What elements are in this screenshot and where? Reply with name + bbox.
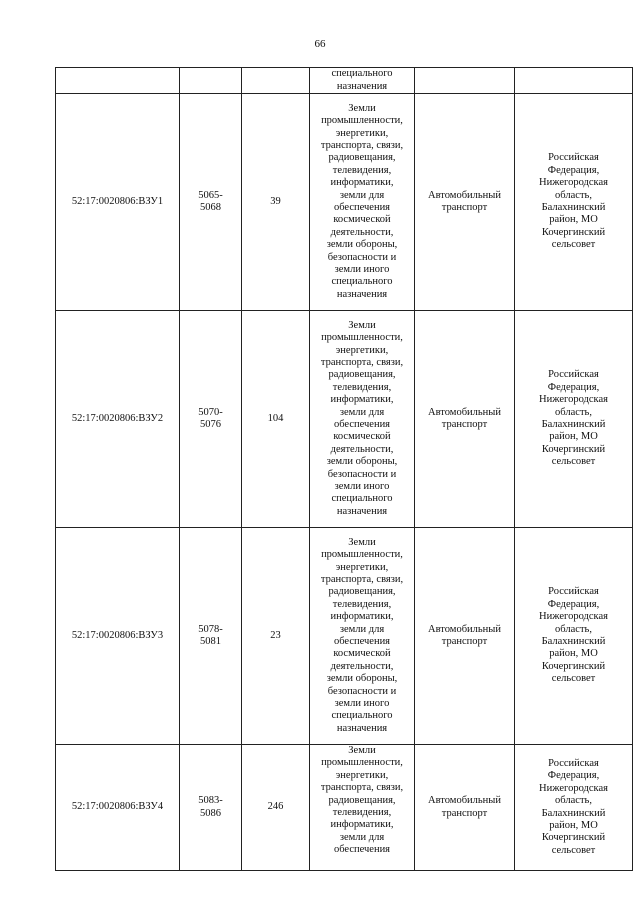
land-plots-table [55,67,633,871]
points-cell: 5065- 5068 [180,94,242,311]
use-cell: Автомобильный транспорт [415,745,515,871]
cadastral-cell [56,68,180,94]
category-cell: Земли промышленности, энергетики, транспорта, связи, радиовещания, телевидения, информатики, земли для обеспечения космической деятельности, земли обороны, безопасности и земли иного специального назначения [310,94,415,311]
cadastral-cell: 52:17:0020806:ВЗУ3 [56,528,180,745]
use-cell: Автомобильный транспорт [415,311,515,528]
table-row [56,311,633,528]
location-cell: Российская Федерация, Нижегородская область, Балахнинский район, МО Кочергинский сельсовет [515,311,633,528]
area-cell: 104 [242,311,310,528]
table-row [56,68,633,94]
area-cell [242,68,310,94]
points-cell: 5078- 5081 [180,528,242,745]
points-cell [180,68,242,94]
category-cell: Земли промышленности, энергетики, транспорта, связи, радиовещания, телевидения, информатики, земли для обеспечения космической деятельности, земли обороны, безопасности и земли иного специального назначения [310,528,415,745]
table-row [56,94,633,311]
location-cell: Российская Федерация, Нижегородская область, Балахнинский район, МО Кочергинский сельсовет [515,745,633,871]
category-cell: Земли промышленности, энергетики, транспорта, связи, радиовещания, телевидения, информатики, земли для обеспечения космической деятельности, земли обороны, безопасности и земли иного специального назначения [310,311,415,528]
area-cell: 23 [242,528,310,745]
location-cell: Российская Федерация, Нижегородская область, Балахнинский район, МО Кочергинский сельсовет [515,94,633,311]
table-row [56,528,633,745]
cadastral-cell: 52:17:0020806:ВЗУ1 [56,94,180,311]
cadastral-cell: 52:17:0020806:ВЗУ4 [56,745,180,871]
points-cell: 5083- 5086 [180,745,242,871]
use-cell: Автомобильный транспорт [415,528,515,745]
area-cell: 246 [242,745,310,871]
location-cell [515,68,633,94]
use-cell [415,68,515,94]
category-cell: Земли промышленности, энергетики, транспорта, связи, радиовещания, телевидения, информатики, земли для обеспечения [310,745,415,871]
use-cell: Автомобильный транспорт [415,94,515,311]
cadastral-cell: 52:17:0020806:ВЗУ2 [56,311,180,528]
category-cell: специального назначения [310,68,415,94]
table-row [56,745,633,871]
location-cell: Российская Федерация, Нижегородская область, Балахнинский район, МО Кочергинский сельсовет [515,528,633,745]
points-cell: 5070- 5076 [180,311,242,528]
area-cell: 39 [242,94,310,311]
page-number: 66 [314,38,326,50]
